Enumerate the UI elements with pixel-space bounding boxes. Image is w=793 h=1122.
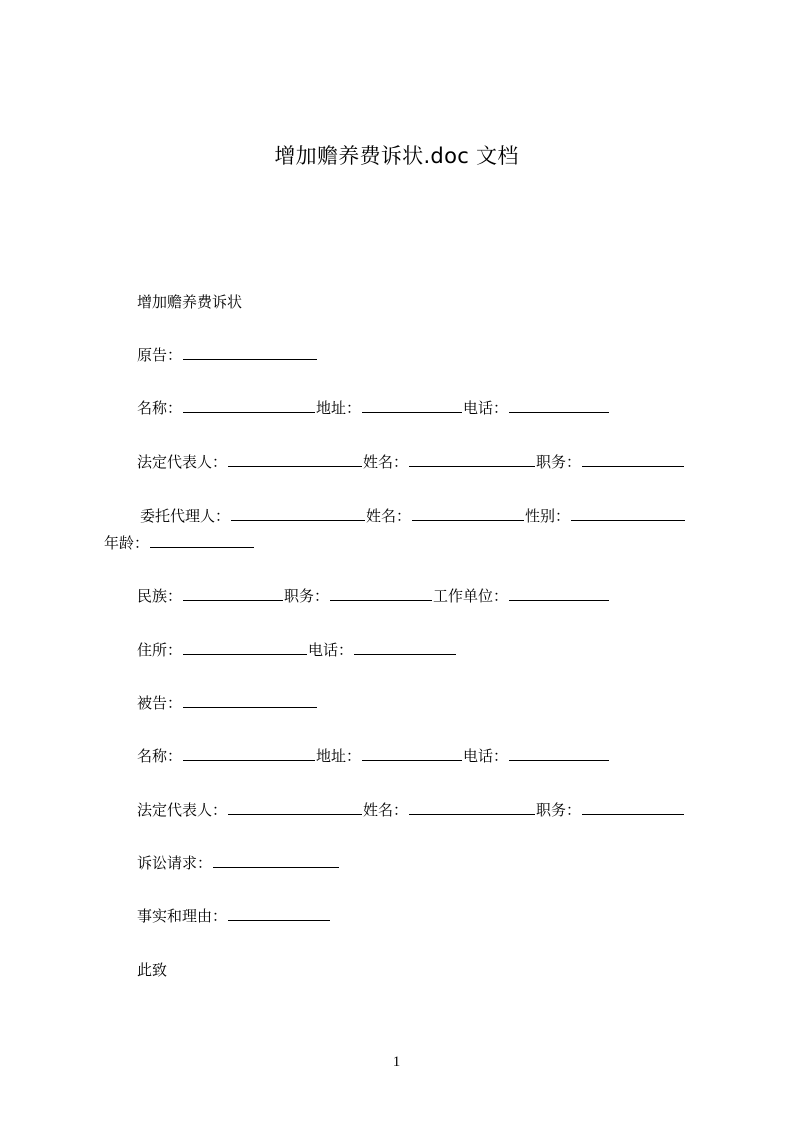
agent-gender-label: 性别： [525, 507, 571, 525]
defendant-line [137, 692, 318, 714]
rep-title-blank [582, 452, 684, 467]
agent-age-line [104, 532, 255, 554]
plaintiff-legal-rep-line [137, 451, 685, 473]
defendant-label: 被告： [137, 694, 183, 712]
facts-blank [228, 906, 330, 921]
claims-label: 诉讼请求： [137, 854, 213, 872]
ethnicity-blank [183, 586, 283, 601]
ethnicity-line [137, 585, 610, 607]
facts-line [137, 905, 331, 927]
eth-title-blank [330, 586, 432, 601]
agent-name-blank [412, 506, 524, 521]
agent-gender-blank [571, 506, 685, 521]
res-phone-blank [354, 640, 456, 655]
residence-label: 住所： [137, 641, 183, 659]
phone-blank [509, 746, 609, 761]
address-blank [362, 398, 462, 413]
name-blank [183, 746, 315, 761]
res-phone-label: 电话： [308, 641, 354, 659]
workplace-label: 工作单位： [433, 587, 509, 605]
closing-text: 此致 [137, 961, 168, 979]
rep-name-label: 姓名： [363, 453, 409, 471]
legal-rep-blank [228, 452, 362, 467]
document-title: 增加赡养费诉状.doc 文档 [274, 144, 519, 168]
agent-age-label: 年龄： [104, 534, 150, 552]
plaintiff-blank [183, 345, 317, 360]
rep-name-label: 姓名： [363, 801, 409, 819]
address-label: 地址： [316, 399, 362, 417]
name-label: 名称： [137, 747, 183, 765]
page-number: 1 [392, 1054, 401, 1070]
residence-blank [183, 640, 307, 655]
phone-label: 电话： [463, 747, 509, 765]
rep-title-label: 职务： [536, 801, 582, 819]
defendant-legal-rep-line [137, 799, 685, 821]
agent-age-blank [150, 533, 254, 548]
plaintiff-name-line [137, 397, 610, 419]
ethnicity-label: 民族： [137, 587, 183, 605]
claims-blank [213, 853, 339, 868]
agent-blank [231, 506, 365, 521]
agent-line [140, 505, 686, 527]
defendant-name-line [137, 745, 610, 767]
rep-title-label: 职务： [536, 453, 582, 471]
eth-title-label: 职务： [284, 587, 330, 605]
rep-name-blank [409, 800, 535, 815]
plaintiff-label: 原告： [137, 346, 183, 364]
claims-line [137, 852, 340, 874]
facts-label: 事实和理由： [137, 907, 228, 925]
plaintiff-line [137, 344, 318, 366]
agent-name-label: 姓名： [366, 507, 412, 525]
name-label: 名称： [137, 399, 183, 417]
name-blank [183, 398, 315, 413]
document-heading: 增加赡养费诉状 [137, 293, 243, 311]
legal-rep-label: 法定代表人： [137, 801, 228, 819]
defendant-blank [183, 693, 317, 708]
phone-blank [509, 398, 609, 413]
phone-label: 电话： [463, 399, 509, 417]
address-blank [362, 746, 462, 761]
address-label: 地址： [316, 747, 362, 765]
residence-line [137, 639, 457, 661]
rep-name-blank [409, 452, 535, 467]
workplace-blank [509, 586, 609, 601]
legal-rep-blank [228, 800, 362, 815]
rep-title-blank [582, 800, 684, 815]
agent-label: 委托代理人： [140, 507, 231, 525]
legal-rep-label: 法定代表人： [137, 453, 228, 471]
